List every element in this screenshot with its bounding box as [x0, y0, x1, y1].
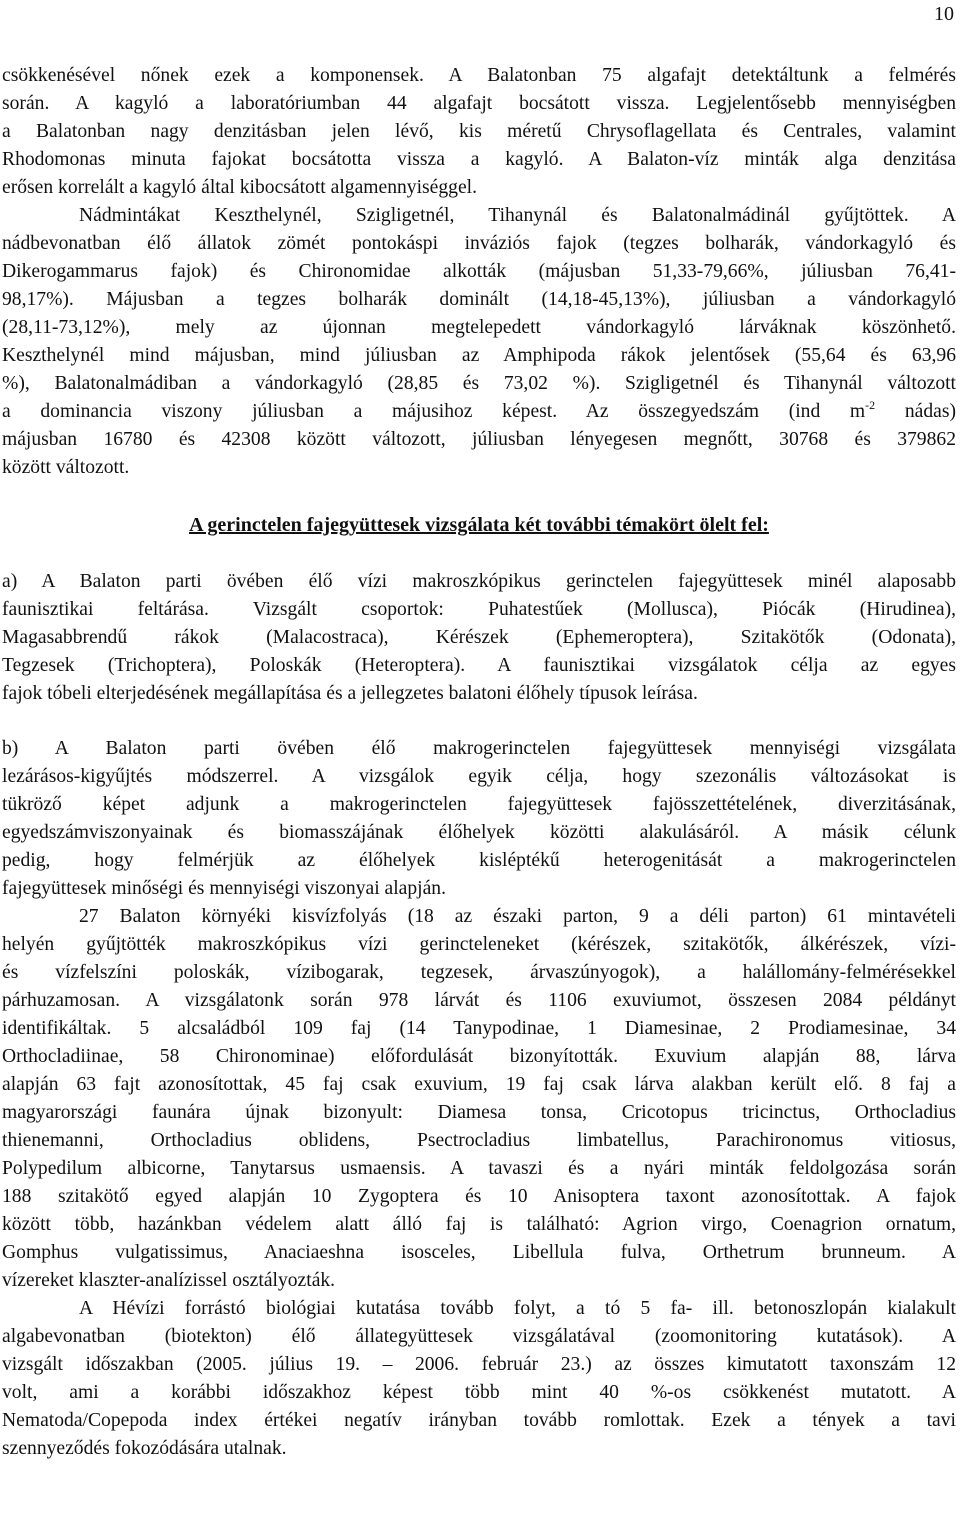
- text-line: és vízfelszíni poloskák, vízibogarak, tegzesek, árvaszúnyogok), a halállomány-felmérésekkel: [2, 962, 956, 983]
- text-line: Gomphus vulgatissimus, Anaciaeshna isosceles, Libellula fulva, Orthetrum brunneum. A: [2, 1242, 956, 1263]
- text-line: a Balatonban nagy denzitásban jelen lévő, kis méretű Chrysoflagellata és Centrales, valamint: [2, 121, 956, 142]
- text-line: között változott.: [2, 457, 130, 478]
- text-line: között több, hazánkban védelem alatt álló faj is található: Agrion virgo, Coenagrion ornatum,: [2, 1214, 956, 1235]
- section-heading: A gerinctelen fajegyüttesek vizsgálata két további témakört ölelt fel:: [189, 514, 769, 536]
- text-line: identifikáltak. 5 alcsaládból 109 faj (14 Tanypodinae, 1 Diamesinae, 2 Prodiamesinae, 34: [2, 1018, 956, 1039]
- text-line: algabevonatban (biotekton) élő állategyüttesek vizsgálatával (zoomonitoring kutatások). A: [2, 1326, 956, 1347]
- text-line: Polypedilum albicorne, Tanytarsus usmaensis. A tavaszi és a nyári minták feldolgozása során: [2, 1158, 956, 1179]
- paragraph-b: [2, 735, 956, 903]
- text-line: szennyeződés fokozódására utalnak.: [2, 1438, 287, 1459]
- paragraph-a: [2, 568, 956, 708]
- text-line: volt, ami a korábbi időszakhoz képest több mint 40 %-os csökkenést mutatott. A: [2, 1382, 956, 1403]
- text-line: párhuzamosan. A vizsgálatonk során 978 lárvát és 1106 exuviumot, összesen 2084 példányt: [2, 990, 956, 1011]
- text-line: tükröző képet adjunk a makrogerinctelen fajegyüttesek fajösszettételének, diverzitásának,: [2, 794, 956, 815]
- text-line: vízereket klaszter-analízissel osztályozták.: [2, 1270, 336, 1291]
- text-line: alapján 63 fajt azonosítottak, 45 faj csak exuvium, 19 faj csak lárva alakban került elő. 8 faj a: [2, 1074, 956, 1095]
- text-line: Dikerogammarus fajok) és Chironomidae alkották (májusban 51,33-79,66%, júliusban 76,41-: [2, 261, 956, 282]
- text-line: nádbevonatban élő állatok zömét pontokáspi inváziós fajok (tegzes bolharák, vándorkagyló és: [2, 233, 956, 254]
- paragraph-reed-samples: [2, 202, 956, 482]
- paragraph-gap: [2, 708, 956, 735]
- text-line: egyedszámviszonyainak és biomasszájának élőhelyek közötti alakulásáról. A másik célunk: [2, 822, 956, 843]
- text-line: Rhodomonas minuta fajokat bocsátotta vissza a kagyló. A Balaton-víz minták alga denzitása: [2, 149, 956, 170]
- text-line-with-superscript: [2, 398, 956, 426]
- text-line: magyarországi faunára újnak bizonyult: Diamesa tonsa, Cricotopus tricinctus, Orthocladius: [2, 1102, 956, 1123]
- paragraph-algae: [2, 62, 956, 202]
- text-segment: nádas): [875, 401, 956, 422]
- text-line: a) A Balaton parti övében élő vízi makroszkópikus gerinctelen fajegyüttesek minél alaposabb: [2, 571, 956, 592]
- text-segment: a dominancia viszony júliusban a májusihoz képest. Az összegyedszám (ind m: [2, 401, 866, 422]
- text-line: 188 szitakötő egyed alapján 10 Zygoptera és 10 Anisoptera taxont azonosítottak. A fajok: [2, 1186, 956, 1207]
- text-line: %), Balatonalmádiban a vándorkagyló (28,85 és 73,02 %). Szigligetnél és Tihanynál változott: [2, 373, 956, 394]
- text-line: Nematoda/Copepoda index értékei negatív irányban tovább romlottak. Ezek a tények a tavi: [2, 1410, 956, 1431]
- page-number: 10: [934, 3, 954, 25]
- text-line: (28,11-73,12%), mely az újonnan megtelepedett vándorkagyló lárváknak köszönhető.: [2, 317, 956, 338]
- paragraph-streams: [2, 903, 956, 1295]
- text-line: során. A kagyló a laboratóriumban 44 algafajt bocsátott vissza. Legjelentősebb mennyiségben: [2, 93, 956, 114]
- text-line: májusban 16780 és 42308 között változott, júliusban lényegesen megnőtt, 30768 és 379862: [2, 429, 956, 450]
- paragraph-heviz: [2, 1295, 956, 1463]
- text-line: Tegzesek (Trichoptera), Poloskák (Heteroptera). A faunisztikai vizsgálatok célja az egyes: [2, 655, 956, 676]
- text-line: Orthocladiinae, 58 Chironominae) előfordulását bizonyították. Exuvium alapján 88, lárva: [2, 1046, 956, 1067]
- text-line: Keszthelynél mind májusban, mind júliusban az Amphipoda rákok jelentősek (55,64 és 63,96: [2, 345, 956, 366]
- text-line: thienemanni, Orthocladius oblidens, Psectrocladius limbatellus, Parachironomus vitiosus,: [2, 1130, 956, 1151]
- text-line: Nádmintákat Keszthelynél, Szigligetnél, Tihanynál és Balatonalmádinál gyűjtöttek. A: [79, 205, 956, 226]
- text-line: vizsgált időszakban (2005. július 19. – 2006. február 23.) az összes kimutatott taxonszám 12: [2, 1354, 956, 1375]
- text-line: fajegyüttesek minőségi és mennyiségi viszonyai alapján.: [2, 878, 447, 899]
- superscript: -2: [865, 398, 876, 412]
- text-line: pedig, hogy felmérjük az élőhelyek kisléptékű heterogenitását a makrogerinctelen: [2, 850, 956, 871]
- text-line: 98,17%). Májusban a tegzes bolharák dominált (14,18-45,13%), júliusban a vándorkagyló: [2, 289, 956, 310]
- text-line: lezárásos-kigyűjtés módszerrel. A vizsgálok egyik célja, hogy szezonális változásokat is: [2, 766, 956, 787]
- text-line: 27 Balaton környéki kisvízfolyás (18 az északi parton, 9 a déli parton) 61 mintavételi: [79, 906, 956, 927]
- text-line: erősen korrelált a kagyló által kibocsátott algamennyiséggel.: [2, 177, 477, 198]
- text-line: Magasabbrendű rákok (Malacostraca), Kérészek (Ephemeroptera), Szitakötők (Odonata),: [2, 627, 956, 648]
- text-line: A Hévízi forrástó biológiai kutatása tovább folyt, a tó 5 fa- ill. betonoszlopán kialakult: [79, 1298, 956, 1319]
- text-line: fajok tóbeli elterjedésének megállapítása és a jellegzetes balatoni élőhely típusok leírása.: [2, 683, 698, 704]
- text-line: csökkenésével nőnek ezek a komponensek. A Balatonban 75 algafajt detektáltunk a felmérés: [2, 65, 956, 86]
- text-line: helyén gyűjtötték makroszkópikus vízi gerincteleneket (kérészek, szitakötők, álkérészek, vízi-: [2, 934, 956, 955]
- document-body: [2, 62, 956, 1463]
- text-line: b) A Balaton parti övében élő makrogerinctelen fajegyüttesek mennyiségi vizsgálata: [2, 738, 956, 759]
- text-line: faunisztikai feltárása. Vizsgált csoportok: Puhatestűek (Mollusca), Piócák (Hirudinea),: [2, 599, 956, 620]
